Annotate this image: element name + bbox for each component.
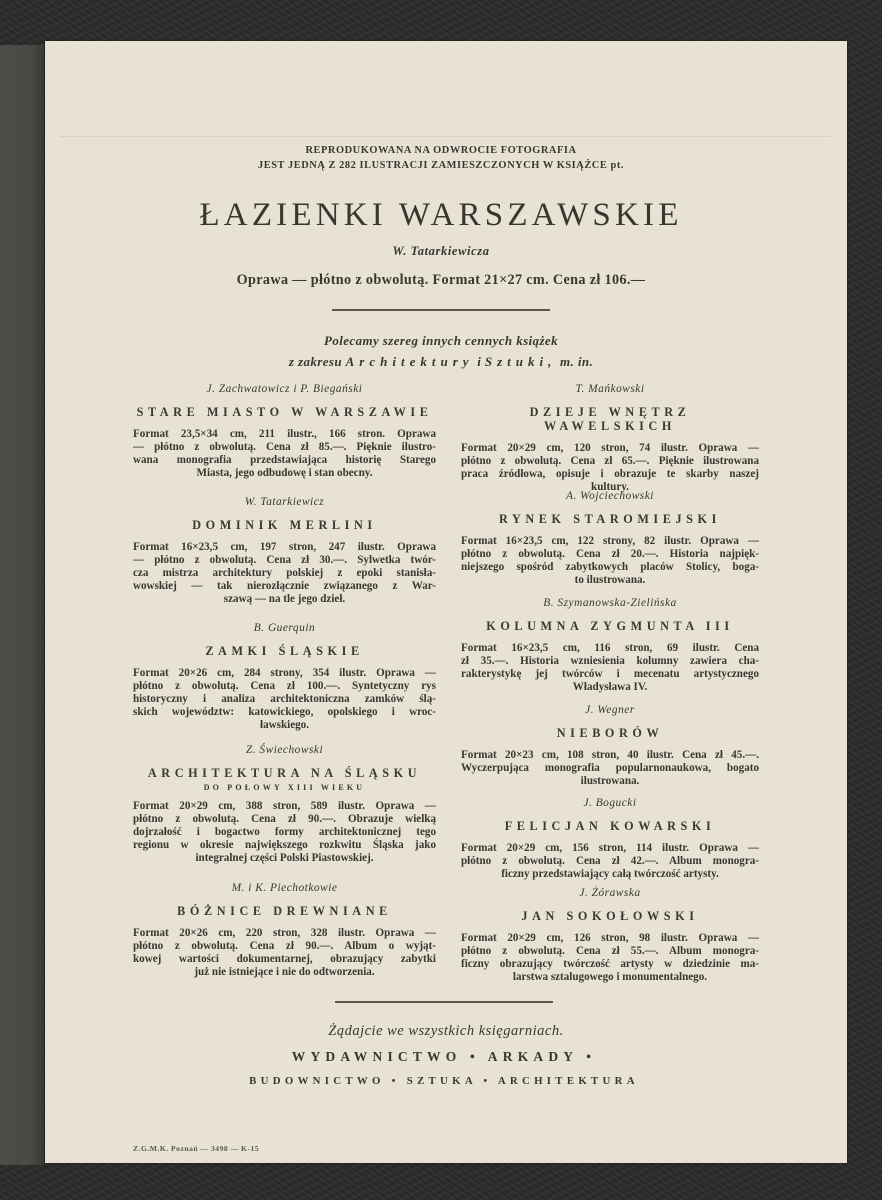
description-line: historyczny i analiza architektoniczna zamków ślą- xyxy=(133,693,436,705)
book-description xyxy=(461,535,759,587)
description-line: regionu w okresie największego rozkwitu Śląska jako xyxy=(133,839,436,851)
description-line: szawą — na tle jego dzieł. xyxy=(223,593,346,605)
description-line: płótno z obwolutą. Cena zł 100.—. Syntetyczny rys xyxy=(133,680,436,692)
divider-top xyxy=(332,309,550,311)
description-line: płótno z obwolutą. Cena zł 20.—. Historia najpięk- xyxy=(461,548,759,560)
book-author: J. Zachwatowicz i P. Biegański xyxy=(206,383,363,395)
description-line: płótno z obwolutą. Cena zł 42.—. Album monogra- xyxy=(461,855,759,867)
description-line: larstwa sztalugowego i monumentalnego. xyxy=(512,971,708,983)
rec-and: i xyxy=(477,354,482,369)
book-description xyxy=(133,428,436,480)
description-line: to ilustrowana. xyxy=(574,574,646,586)
book-title: KOLUMNA ZYGMUNTA III xyxy=(486,619,734,633)
book-title: FELICJAN KOWARSKI xyxy=(504,819,716,833)
description-line: Format 20×26 cm, 284 strony, 354 ilustr. Oprawa — xyxy=(133,667,436,679)
description-line: Wyczerpująca monografia popularnonaukowa, bogato xyxy=(461,762,759,774)
description-line: ilustrowana. xyxy=(580,775,640,787)
book-description xyxy=(461,642,759,694)
book-author: A. Wojciechowski xyxy=(566,490,654,502)
description-line: wowskiej — tak nierozłącznie związanego z War- xyxy=(133,580,436,592)
description-line: zł 35.—. Historia wzniesienia kolumny zawiera cha- xyxy=(461,655,759,667)
book-title: DZIEJE WNĘTRZ WAWELSKICH xyxy=(529,405,691,433)
publisher-categories: BUDOWNICTWO • SZTUKA • ARCHITEKTURA xyxy=(249,1075,639,1087)
rec-art: Sztuki, xyxy=(484,354,557,369)
description-line: płótno z obwolutą. Cena zł 90.—. Album o wyjąt- xyxy=(133,940,436,952)
description-line: Format 20×26 cm, 220 stron, 328 ilustr. Oprawa — xyxy=(133,927,436,939)
book-description xyxy=(461,442,759,494)
description-line: cza mistrza architektury polskiej z epoki stanisła- xyxy=(133,567,436,579)
description-line: kowej wartości dokumentarnej, obrazujący zabytki xyxy=(133,953,436,965)
description-line: ławskiego. xyxy=(259,719,309,731)
book-author: J. Wegner xyxy=(585,704,635,716)
book-title: ZAMKI ŚLĄSKIE xyxy=(205,644,364,658)
description-line: integralnej części Polski Piastowskiej. xyxy=(195,852,374,864)
book-entry xyxy=(461,703,759,788)
description-line: rakterystykę jej twórców i mecenatu artystycznego xyxy=(461,668,759,680)
description-line: wana monografia przedstawiająca historię Starego xyxy=(133,454,436,466)
book-title: ARCHITEKTURA NA ŚLĄSKU xyxy=(147,766,422,780)
description-line: Miasta, jego odbudowę i stan obecny. xyxy=(196,467,373,479)
description-line: praca źródłowa, opisuje i obrazuje te skarby naszej xyxy=(461,468,759,480)
book-description xyxy=(461,842,759,881)
book-description xyxy=(133,541,436,606)
footer-tagline: Żądajcie we wszystkich księgarniach. xyxy=(328,1023,564,1039)
description-line: Format 23,5×34 cm, 211 ilustr., 166 stron. Oprawa xyxy=(133,428,436,440)
book-description xyxy=(133,800,436,865)
printer-imprint: Z.G.M.K. Poznań — 3498 — K-15 xyxy=(133,1144,260,1153)
book-entry xyxy=(133,743,436,865)
description-line: niejszego spośród zabytkowych placów Stolicy, boga- xyxy=(461,561,759,573)
description-line: — płótno z obwolutą. Cena zł 30.—. Sylwetka twór- xyxy=(133,554,436,566)
book-entry xyxy=(461,489,759,587)
book-title: DOMINIK MERLINI xyxy=(192,518,377,532)
book-title: NIEBORÓW xyxy=(556,726,664,740)
description-line: skich województw: katowickiego, opolskiego i wroc- xyxy=(133,706,436,718)
description-line: — płótno z obwolutą. Cena zł 85.—. Pięknie ilustro- xyxy=(133,441,436,453)
book-entry xyxy=(461,596,759,694)
rec-prefix: z zakresu xyxy=(288,354,342,369)
book-entry xyxy=(461,796,759,881)
header-line-1: REPRODUKOWANA NA ODWROCIE FOTOGRAFIA xyxy=(305,145,577,156)
book-author: J. Bogucki xyxy=(583,797,637,809)
book-author: J. Żórawska xyxy=(579,887,641,899)
book-subtitle: DO POŁOWY XIII WIEKU xyxy=(203,783,366,792)
book-author: Z. Świechowski xyxy=(245,744,324,756)
featured-book-details: Oprawa — płótno z obwolutą. Format 21×27 cm. Cena zł 106.— xyxy=(236,272,646,288)
description-line: Format 20×29 cm, 126 stron, 98 ilustr. Oprawa — xyxy=(461,932,759,944)
description-line: płótno z obwolutą. Cena zł 55.—. Album monogra- xyxy=(461,945,759,957)
book-author: M. i K. Piechotkowie xyxy=(231,882,338,894)
book-title: RYNEK STAROMIEJSKI xyxy=(499,512,721,526)
description-line: Format 20×29 cm, 120 stron, 74 ilustr. Oprawa — xyxy=(461,442,759,454)
book-title: JAN SOKOŁOWSKI xyxy=(521,909,699,923)
description-line: Format 16×23,5 cm, 116 stron, 69 ilustr. Cena xyxy=(461,642,759,654)
description-line: dojrzałość i bogactwo formy architektonicznej tego xyxy=(133,826,436,838)
book-description xyxy=(461,932,759,984)
description-line: płótno z obwolutą. Cena zł 65.—. Pięknie ilustrowana xyxy=(461,455,759,467)
rec-suffix: m. in. xyxy=(560,354,594,369)
book-description xyxy=(461,749,759,788)
book-entry xyxy=(133,382,436,480)
description-line: już nie istniejące i nie do odtworzenia. xyxy=(194,966,375,978)
book-title: BÓŻNICE DREWNIANE xyxy=(177,904,392,918)
book-entry xyxy=(461,886,759,984)
featured-book-author: W. Tatarkiewicza xyxy=(392,244,490,258)
description-line: ficzny obrazujący twórczość artysty w dziedzinie ma- xyxy=(461,958,759,970)
book-title: STARE MIASTO W WARSZAWIE xyxy=(136,405,433,419)
book-author: B. Guerquin xyxy=(253,622,316,634)
book-entry xyxy=(133,621,436,732)
book-author: W. Tatarkiewicz xyxy=(244,496,325,508)
description-line: ficzny przedstawiający całą twórczość artysty. xyxy=(501,868,719,880)
book-description xyxy=(133,927,436,979)
description-line: płótno z obwolutą. Cena zł 90.—. Obrazuje wielką xyxy=(133,813,436,825)
publisher-name: WYDAWNICTWO • ARKADY • xyxy=(291,1049,597,1064)
header-line-2: JEST JEDNĄ Z 282 ILUSTRACJI ZAMIESZCZONYCH W KSIĄŻCE pt. xyxy=(258,160,624,171)
description-line: Format 20×29 cm, 156 stron, 114 ilustr. Oprawa — xyxy=(461,842,759,854)
description-line: kultury. xyxy=(591,481,629,493)
book-entry xyxy=(133,881,436,979)
description-line: Format 16×23,5 cm, 197 stron, 247 ilustr. Oprawa xyxy=(133,541,436,553)
rec-architecture: Architektury xyxy=(345,354,474,369)
description-line: Władysława IV. xyxy=(572,681,648,693)
book-author: T. Mańkowski xyxy=(575,383,645,395)
description-line: Format 20×29 cm, 388 stron, 589 ilustr. Oprawa — xyxy=(133,800,436,812)
description-line: Format 20×23 cm, 108 stron, 40 ilustr. Cena zł 45.—. xyxy=(461,749,759,761)
featured-book-title: ŁAZIENKI WARSZAWSKIE xyxy=(199,197,683,233)
book-description xyxy=(133,667,436,732)
recommendation-line-1: Polecamy szereg innych cennych książek xyxy=(323,333,558,348)
recommendation-line-2 xyxy=(0,351,882,372)
book-author: B. Szymanowska-Zielińska xyxy=(543,597,677,609)
book-entry xyxy=(461,382,759,494)
book-entry xyxy=(133,495,436,606)
description-line: Format 16×23,5 cm, 122 strony, 82 ilustr. Oprawa — xyxy=(461,535,759,547)
divider-bottom xyxy=(335,1001,553,1003)
